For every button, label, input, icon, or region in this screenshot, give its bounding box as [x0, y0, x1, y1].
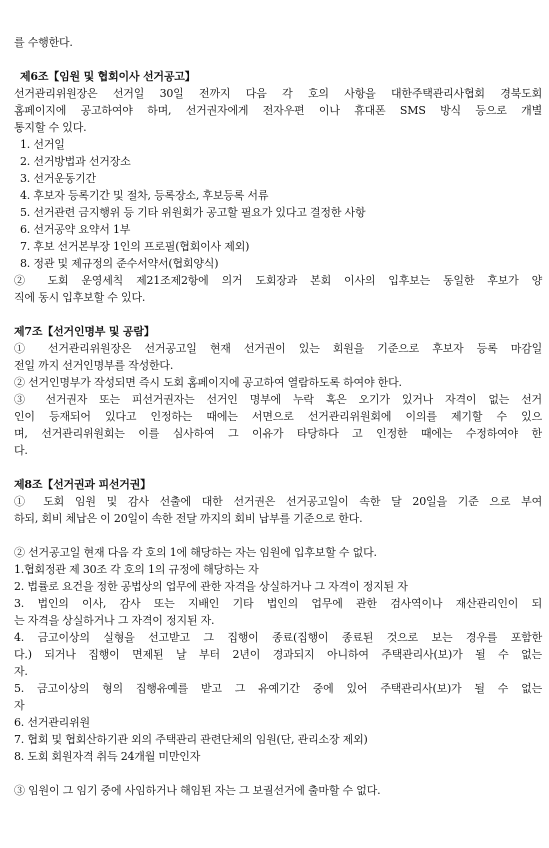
article-8-item-cont: 자.	[14, 665, 28, 678]
article-6-item: 4. 후보자 등록기간 및 절차, 등록장소, 후보등록 서류	[20, 189, 269, 202]
article-8-item-cont: 자	[14, 699, 25, 712]
article-6-p2-line: ② 도회 운영세칙 제21조제2항에 의거 도회장과 본회 이사의 입후보는 동일한 후보가 양	[14, 274, 542, 287]
article-8-p2: ② 선거공고일 현재 다음 각 호의 1에 해당하는 자는 임원에 입후보할 수 없다.	[14, 546, 377, 559]
article-6-item: 6. 선거공약 요약서 1부	[20, 223, 131, 236]
article-8-item: 5. 금고이상의 형의 집행유예를 받고 그 유예기간 중에 있어 주택관리사(보)가 될 수 없는	[14, 682, 542, 695]
article-8-item: 3. 법인의 이사, 감사 또는 지배인 기타 법인의 업무에 관한 검사역이나 재산관리인이 되	[14, 597, 542, 610]
article-6-item: 2. 선거방법과 선거장소	[20, 155, 131, 168]
article-8-item-cont: 다.) 되거나 집행이 면제된 날 부터 2년이 경과되지 아니하여 주택관리사(보)가 될 수 없는	[14, 648, 542, 661]
article-6-p2-line: 직에 동시 입후보할 수 있다.	[14, 291, 146, 304]
article-8-item: 8. 도회 회원자격 취득 24개월 미만인자	[14, 750, 201, 763]
article-7-p3-line: 인이 등재되어 있다고 인정하는 때에는 서면으로 선거관리위원회에 이의를 제기할 수 있으	[14, 410, 542, 423]
article-8-p3: ③ 임원이 그 임기 중에 사임하거나 해임된 자는 그 보궐선거에 출마할 수 없다.	[14, 784, 381, 797]
intro-text: 를 수행한다.	[14, 36, 73, 49]
article-6-item: 1. 선거일	[20, 138, 65, 151]
article-7-p1-line: 전일 까지 선거인명부를 작성한다.	[14, 359, 174, 372]
article-8-item: 4. 금고이상의 실형을 선고받고 그 집행이 종료(집행이 종료된 것으로 보는 경우를 포함한	[14, 631, 542, 644]
article-8-heading: 제8조【선거권과 피선거권】	[14, 478, 151, 491]
document-page	[14, 34, 542, 799]
article-8-item: 7. 협회 및 협회산하기관 외의 주택관리 관련단체의 임원(단, 관리소장 제외)	[14, 733, 368, 746]
article-8-p1-line: ① 도회 임원 및 감사 선출에 대한 선거권은 선거공고일이 속한 달 20일을 기준 으로 부여	[14, 495, 542, 508]
article-7-p3-line: 며, 선거관리위원회는 이를 심사하여 그 이유가 타당하다 고 인정한 때에는 수정하여야 한	[14, 427, 542, 440]
article-7-heading: 제7조【선거인명부 및 공람】	[14, 325, 155, 338]
article-6-p1-line: 홈페이지에 공고하여야 하며, 선거권자에게 전자우편 이나 휴대폰 SMS 방식 등으로 개별	[14, 104, 542, 117]
article-6-p1-line: 선거관리위원장은 선거일 30일 전까지 다음 각 호의 사항을 대한주택관리사협회 경북도회	[14, 87, 542, 100]
article-6-heading: 제6조【임원 및 협회이사 선거공고】	[20, 70, 196, 83]
article-8-item-cont: 는 자격을 상실하거나 그 자격이 정지된 자.	[14, 614, 215, 627]
article-7-p3-line: ③ 선거권자 또는 피선거권자는 선거인 명부에 누락 혹은 오기가 있거나 자격이 없는 선거	[14, 393, 542, 406]
article-8-p1-line: 하되, 회비 체납은 이 20일이 속한 전달 까지의 회비 납부를 기준으로 한다.	[14, 512, 363, 525]
article-6-item: 7. 후보 선거본부장 1인의 프로필(협회이사 제외)	[20, 240, 250, 253]
article-6-p1-line: 통지할 수 있다.	[14, 121, 87, 134]
article-7-p2: ② 선거인명부가 작성되면 즉시 도회 홈페이지에 공고하여 열람하도록 하여야 한다.	[14, 376, 402, 389]
article-8-item: 1.협회정관 제 30조 각 호의 1의 규정에 해당하는 자	[14, 563, 259, 576]
article-6-item: 8. 정관 및 제규정의 준수서약서(협회양식)	[20, 257, 219, 270]
article-8-item: 6. 선거관리위원	[14, 716, 90, 729]
article-6-item: 5. 선거관련 금지행위 등 기타 위원회가 공고할 필요가 있다고 결정한 사항	[20, 206, 366, 219]
article-7-p1-line: ① 선거관리위원장은 선거공고일 현재 선거권이 있는 회원을 기준으로 후보자 등록 마감일	[14, 342, 542, 355]
article-8-item: 2. 법률로 요건을 정한 공법상의 업무에 관한 자격을 상실하거나 그 자격이 정지된 자	[14, 580, 408, 593]
article-7-p3-line: 다.	[14, 444, 28, 457]
article-6-item: 3. 선거운동기간	[20, 172, 96, 185]
